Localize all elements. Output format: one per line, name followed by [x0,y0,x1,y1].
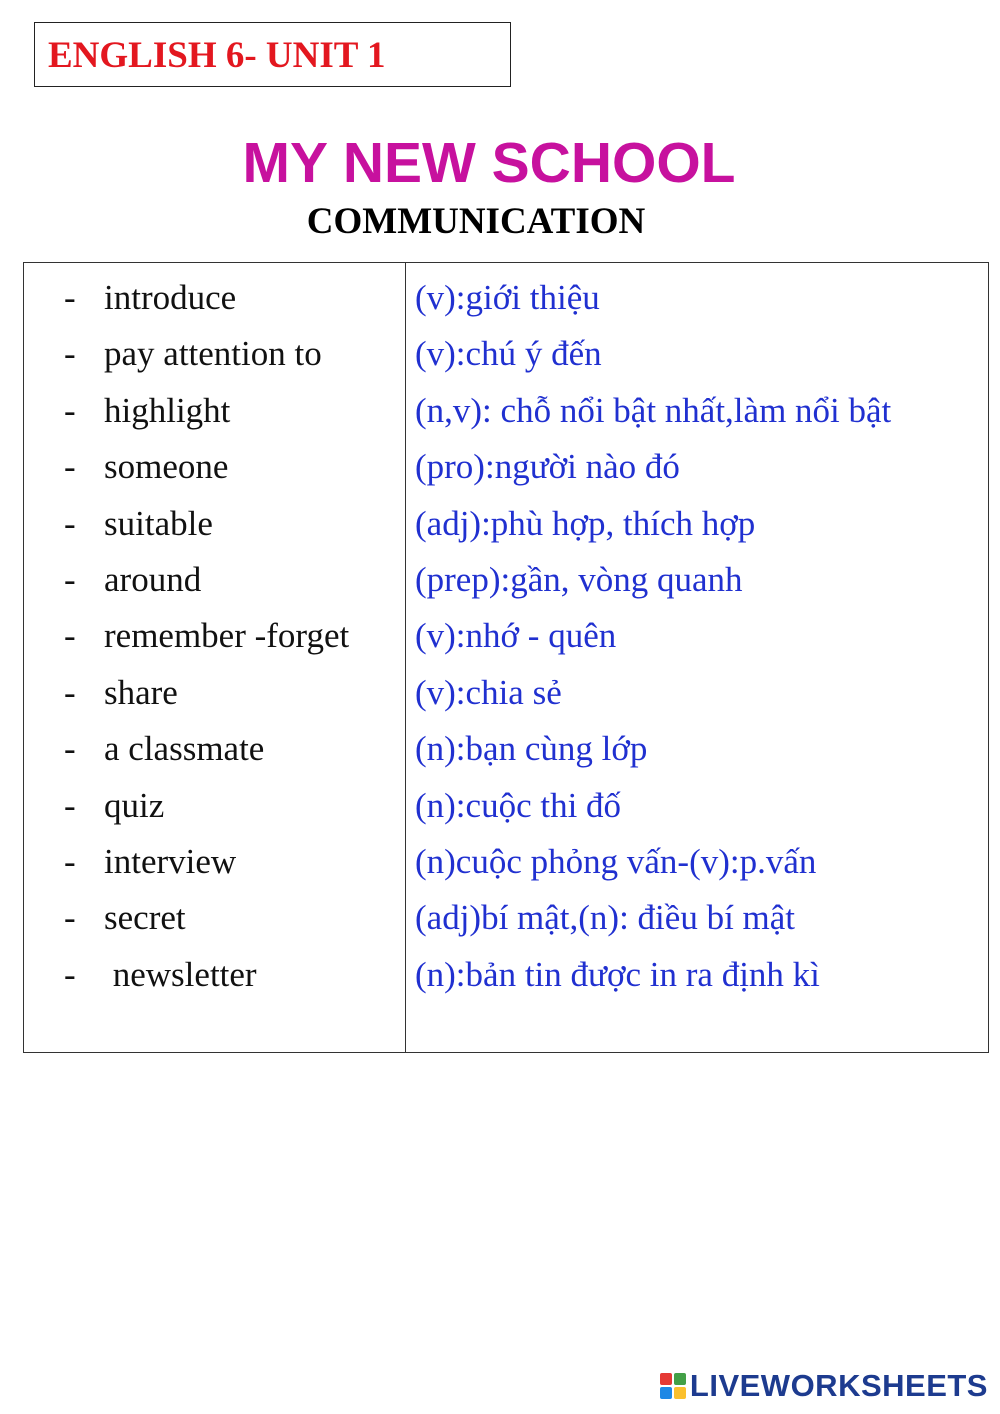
vocab-word: quiz [104,785,165,825]
vocab-word: remember -forget [104,616,350,656]
word-row [64,726,349,782]
word-row [64,331,349,387]
logo-square [660,1373,672,1385]
vocab-word: secret [104,898,186,938]
column-divider [405,263,406,1052]
vocab-meaning: (prep):gần, vòng quanh [415,559,743,599]
vocab-word: introduce [104,278,237,317]
vocab-meaning: (n,v): chỗ nổi bật nhất,làm nổi bật [415,390,892,430]
liveworksheets-logo-icon [660,1373,686,1399]
meaning-column [415,275,891,1008]
word-row [64,670,349,726]
vocab-meaning: (v):chia sẻ [415,672,562,712]
word-row [64,839,349,895]
word-row [64,501,349,557]
bullet-dash: - [64,278,76,317]
vocab-word: a classmate [104,729,265,769]
vocab-meaning: (n):cuộc thi đố [415,785,622,825]
vocab-word: around [104,559,202,599]
vocab-word: pay attention to [104,334,322,374]
bullet-dash: - [64,559,76,599]
bullet-dash: - [64,729,76,769]
bullet-dash: - [64,841,76,881]
vocab-meaning: (v):nhớ - quên [415,616,617,656]
page-subtitle: COMMUNICATION [306,201,646,242]
word-row [64,783,349,839]
bullet-dash: - [64,785,76,825]
bullet-dash: - [64,672,76,712]
bullet-dash: - [64,447,76,487]
vocabulary-table [23,262,989,1053]
bullet-dash: - [64,390,76,430]
vocab-meaning: (n)cuộc phỏng vấn-(v):p.vấn [415,841,817,881]
word-row [64,557,349,613]
word-row [64,444,349,500]
vocab-word: share [104,672,178,712]
vocab-meaning: (adj):phù hợp, thích hợp [415,503,756,543]
word-row [64,388,349,444]
vocab-word: interview [104,841,237,881]
vocab-word: suitable [104,503,213,543]
vocab-meaning: (pro):người nào đó [415,447,680,487]
word-column [64,275,349,1008]
vocab-word: highlight [104,390,231,430]
vocab-meaning: (n):bạn cùng lớp [415,729,648,769]
vocab-meaning: (adj)bí mật,(n): điều bí mật [415,898,796,938]
brand-footer [660,1368,988,1404]
unit-label-box [34,22,511,87]
vocab-word: newsletter [104,954,257,994]
vocab-word: someone [104,447,229,487]
bullet-dash: - [64,503,76,543]
bullet-dash: - [64,616,76,656]
bullet-dash: - [64,954,76,994]
logo-square [674,1373,686,1385]
logo-square [660,1387,672,1399]
word-row [64,895,349,951]
logo-square [674,1387,686,1399]
vocab-meaning: (n):bản tin được in ra định kì [415,954,820,994]
word-row [64,275,349,331]
bullet-dash: - [64,334,76,374]
word-row [64,952,349,1008]
brand-name: LIVEWORKSHEETS [689,1368,988,1403]
word-row [64,613,349,669]
unit-label: ENGLISH 6- UNIT 1 [48,35,386,76]
vocab-meaning: (v):chú ý đến [415,334,602,374]
page-title: MY NEW SCHOOL [242,131,736,195]
vocab-meaning: (v):giới thiệu [415,278,600,317]
bullet-dash: - [64,898,76,938]
